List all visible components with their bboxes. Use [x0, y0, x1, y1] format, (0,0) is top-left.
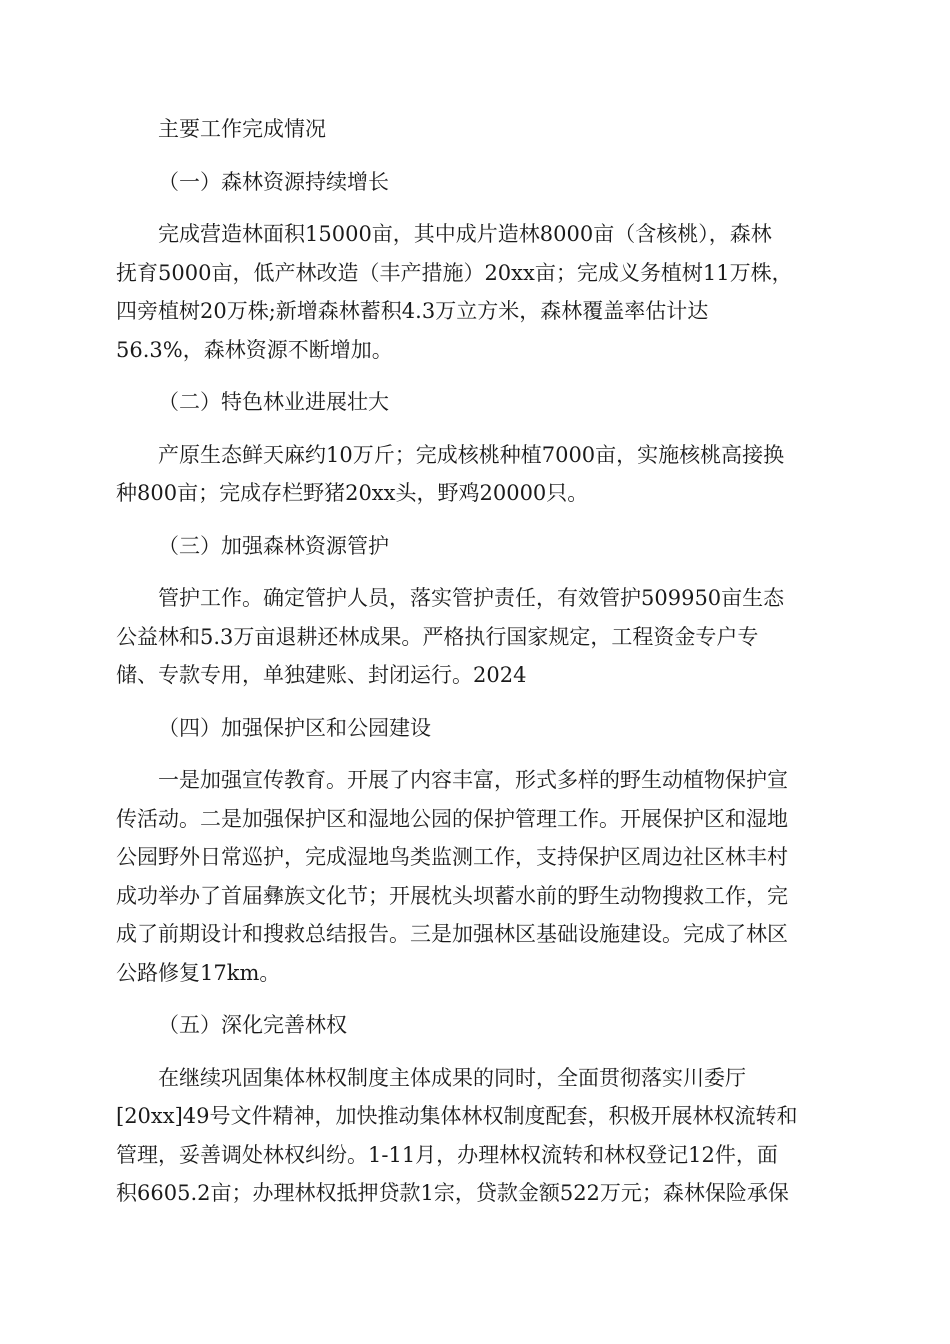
section-paragraph: 完成营造林面积15000亩，其中成片造林8000亩（含核桃），森林 抚育5000亩，低产林改造（丰产措施）20xx亩；完成义务植树11万株， 四旁植树20万株;新增森林蓄积4.3万立方米，森林覆盖率估计达 56.3%，森林资源不断增加。 — [116, 222, 793, 362]
section-heading: （一）森林资源持续增长 — [158, 169, 389, 194]
section-heading: （五）深化完善林权 — [158, 1013, 347, 1037]
section-paragraph: 在继续巩固集体林权制度主体成果的同时，全面贯彻落实川委厅 [20xx]49号文件精神，加快推动集体林权制度配套，积极开展林权流转和 管理，妥善调处林权纠纷。1-11月，办理林权流转和林权登记12件，面 积6605.2亩；办理林权抵押贷款1宗，贷款金额522万元；森林保险承保 — [116, 1065, 798, 1205]
section-heading: （三）加强森林资源管护 — [158, 533, 389, 558]
section-heading: （二）特色林业进展壮大 — [158, 390, 389, 414]
document-title: 主要工作完成情况 — [158, 117, 326, 141]
section-heading: （四）加强保护区和公园建设 — [158, 715, 431, 740]
document-body — [116, 110, 834, 1213]
section-paragraph: 产原生态鲜天麻约10万斤；完成核桃种植7000亩，实施核桃高接换 种800亩；完成存栏野猪20xx头，野鸡20000只。 — [116, 442, 785, 505]
section-paragraph: 一是加强宣传教育。开展了内容丰富，形式多样的野生动植物保护宣 传活动。二是加强保护区和湿地公园的保护管理工作。开展保护区和湿地 公园野外日常巡护，完成湿地鸟类监测工作，支持保护区周边社区林丰村 成功举办了首届彝族文化节；开展枕头坝蓄水前的野生动物搜救工作，完 成了前期设计和搜救总结报告。三是加强林区基础设施建设。完成了林区 公路修复17km。 — [116, 768, 788, 985]
section-paragraph: 管护工作。确定管护人员，落实管护责任，有效管护509950亩生态 公益林和5.3万亩退耕还林成果。严格执行国家规定，工程资金专户专 储、专款专用，单独建账、封闭运行。2024 — [116, 586, 785, 687]
